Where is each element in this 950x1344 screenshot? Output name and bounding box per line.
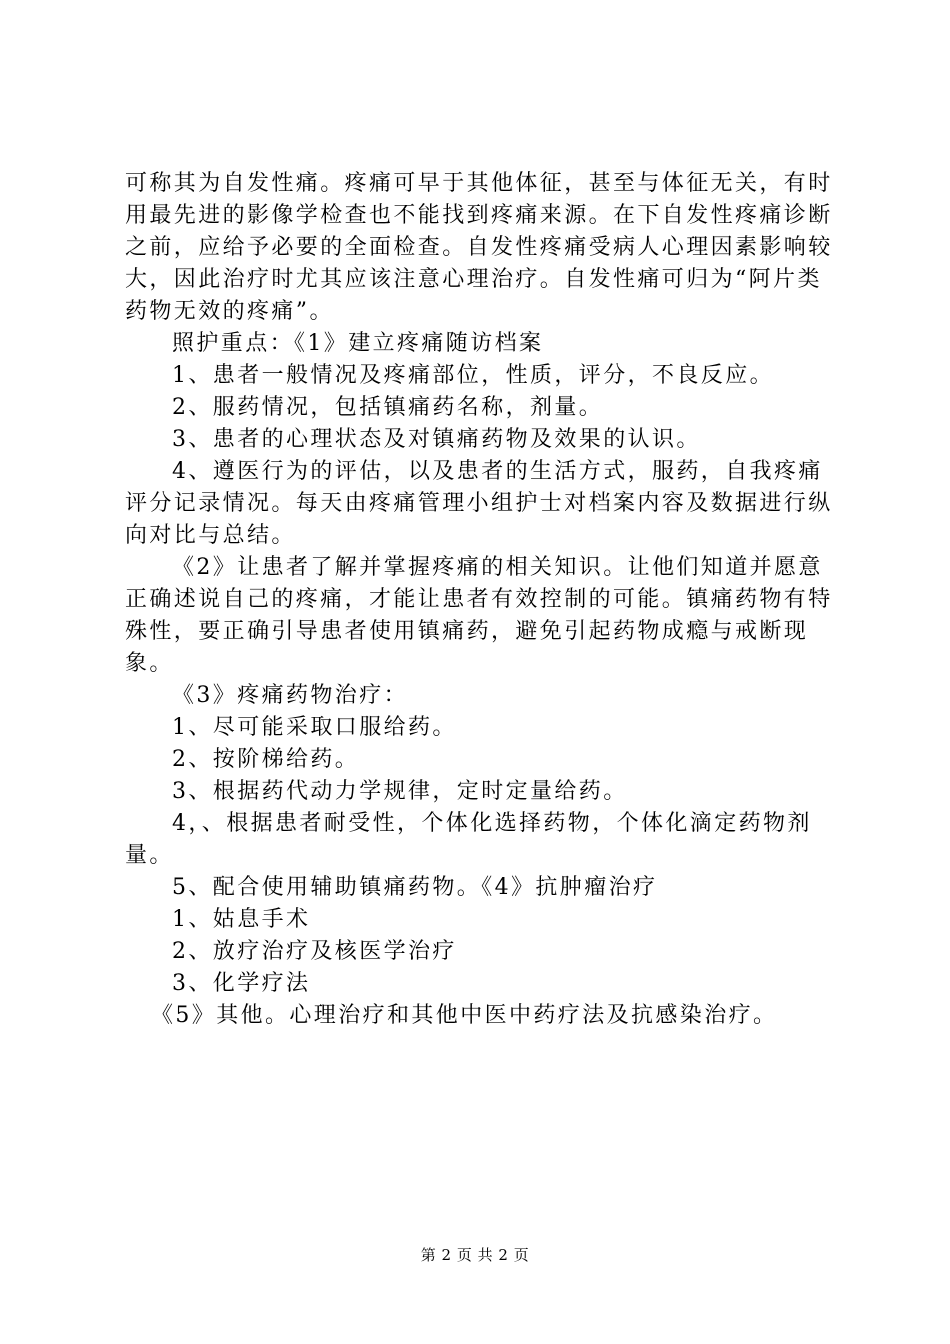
paragraph-care-focus: 照护重点：《1》建立疼痛随访档案 <box>172 331 544 356</box>
paragraph-drug-4: 4，、根据患者耐受性，个体化选择药物，个体化滴定药物剂量。 <box>125 811 812 868</box>
paragraph-item-3: 3、患者的心理状态及对镇痛药物及效果的认识。 <box>172 427 701 452</box>
paragraph-intro: 可称其为自发性痛。疼痛可早于其他体征，甚至与体征无关，有时用最先进的影像学检查也不能找到疼痛来源。在下自发性疼痛诊断之前，应给予必要的全面检查。自发性疼痛受病人心理因素影响较大，因此治疗时尤其应该注意心理治疗。自发性痛可归为“阿片类药物无效的疼痛”。 <box>125 171 833 324</box>
paragraph-drug-3: 3、根据药代动力学规律，定时定量给药。 <box>172 779 628 804</box>
page-footer: 第 2 页 共 2 页 <box>420 1246 530 1264</box>
paragraph-section-5: 《5》其他。心理治疗和其他中医中药疗法及抗感染治疗。 <box>151 1003 778 1028</box>
paragraph-drug-5: 5、配合使用辅助镇痛药物。《4》抗肿瘤治疗 <box>172 875 658 900</box>
paragraph-item-2: 2、服药情况，包括镇痛药名称，剂量。 <box>172 395 604 420</box>
paragraph-tumor-3: 3、化学疗法 <box>172 971 311 996</box>
paragraph-tumor-2: 2、放疗治疗及核医学治疗 <box>172 939 457 964</box>
paragraph-drug-1: 1、尽可能采取口服给药。 <box>172 715 457 740</box>
paragraph-item-4: 4、遵医行为的评估，以及患者的生活方式，服药，自我疼痛评分记录情况。每天由疼痛管理小组护士对档案内容及数据进行纵向对比与总结。 <box>125 459 833 548</box>
paragraph-section-2: 《2》让患者了解并掌握疼痛的相关知识。让他们知道并愿意正确述说自己的疼痛，才能让患者有效控制的可能。镇痛药物有特殊性，要正确引导患者使用镇痛药，避免引起药物成瘾与戒断现象。 <box>125 555 833 676</box>
paragraph-section-3: 《3》疼痛药物治疗： <box>172 683 408 708</box>
paragraph-tumor-1: 1、姑息手术 <box>172 907 311 932</box>
paragraph-drug-2: 2、按阶梯给药。 <box>172 747 360 772</box>
paragraph-item-1: 1、患者一般情况及疼痛部位，性质，评分，不良反应。 <box>172 363 774 388</box>
document-body <box>125 168 835 1032</box>
